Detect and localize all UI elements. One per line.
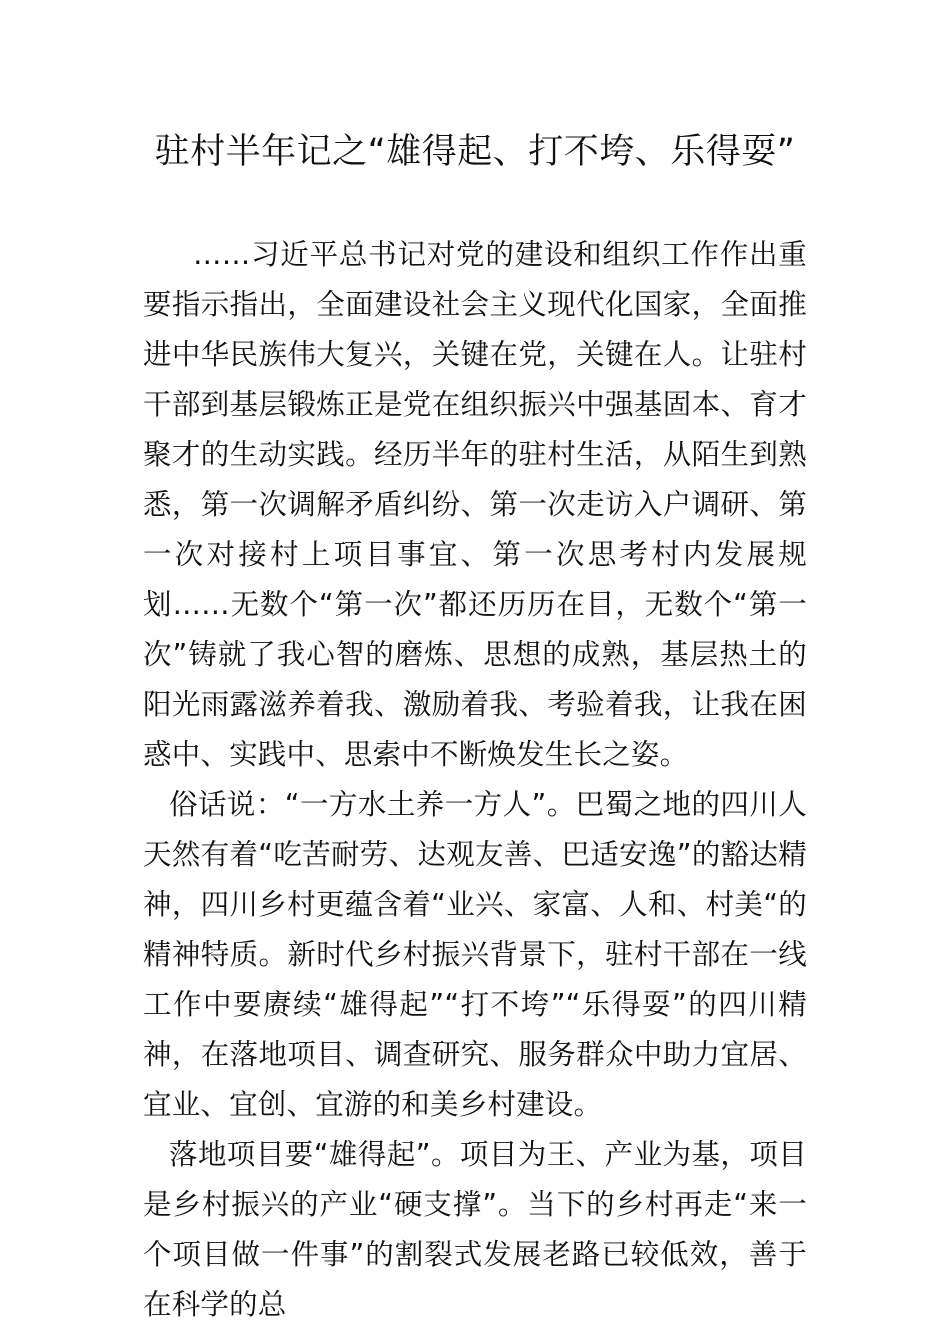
paragraph-3: 落地项目要“雄得起”。项目为王、产业为基，项目是乡村振兴的产业“硬支撑”。当下的乡村再走“来一个项目做一件事”的割裂式发展老路已较低效，善于在科学的总 (143, 1138, 807, 1321)
paragraph-2: 俗话说：“一方水土养一方人”。巴蜀之地的四川人天然有着“吃苦耐劳、达观友善、巴适安逸”的豁达精神，四川乡村更蕴含着“业兴、家富、人和、村美“的精神特质。新时代乡村振兴背景下，驻村干部在一线工作中要赓续“雄得起”“打不垮”“乐得耍”的四川精神，在落地项目、调查研究、服务群众中助力宜居、宜业、宜创、宜游的和美乡村建设。 (143, 788, 807, 1121)
document-title: 驻村半年记之“雄得起、打不垮、乐得耍” (154, 132, 796, 172)
document-body (143, 230, 807, 1330)
paragraph-1: ……习近平总书记对党的建设和组织工作作出重要指示指出，全面建设社会主义现代化国家，全面推进中华民族伟大复兴，关键在党，关键在人。让驻村干部到基层锻炼正是党在组织振兴中强基固本、育才聚才的生动实践。经历半年的驻村生活，从陌生到熟悉，第一次调解矛盾纠纷、第一次走访入户调研、第一次对接村上项目事宜、第一次思考村内发展规划……无数个“第一次”都还历历在目，无数个“第一次”铸就了我心智的磨炼、思想的成熟，基层热土的阳光雨露滋养着我、激励着我、考验着我，让我在困惑中、实践中、思索中不断焕发生长之姿。 (143, 238, 807, 771)
